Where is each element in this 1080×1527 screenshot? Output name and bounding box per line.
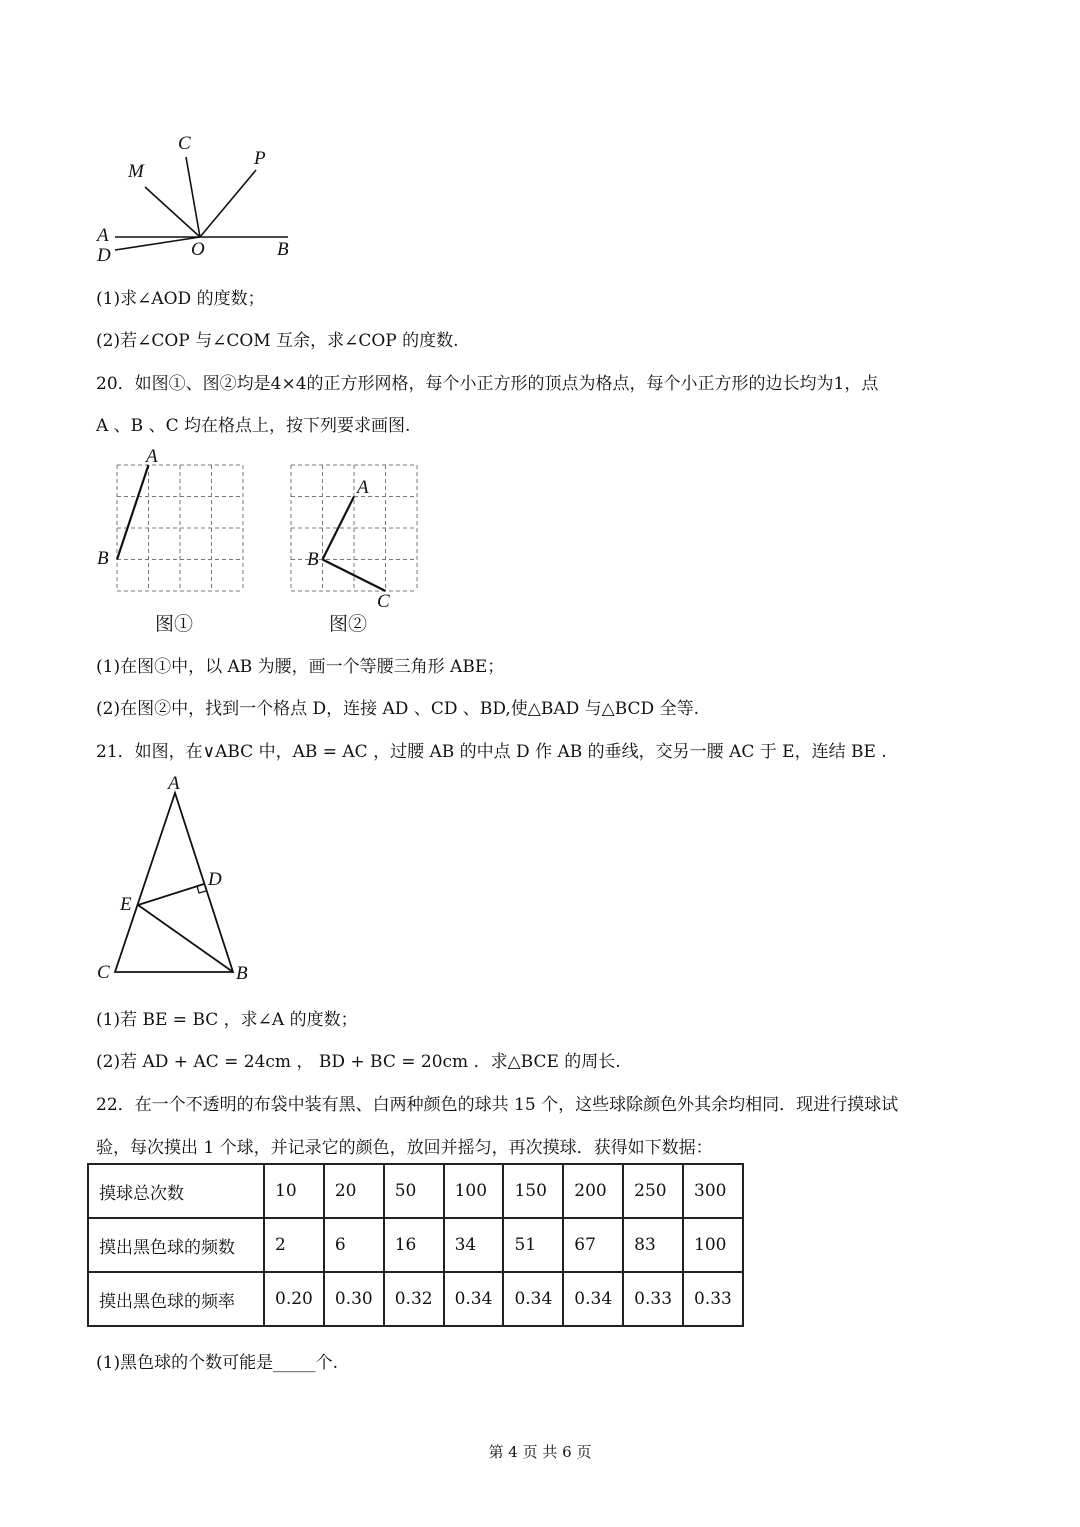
table-row-header: 摸出黑色球的频数 — [88, 1218, 264, 1272]
q21-part1: (1)若 BE = BC ，求∠A 的度数； — [96, 1010, 358, 1030]
table-cell: 250 — [623, 1164, 683, 1218]
label-point-m: M — [128, 161, 144, 182]
label-point-p: P — [254, 148, 266, 169]
q21-part2: (2)若 AD + AC = 24cm ， BD + BC = 20cm ．求△BCE 的周长. — [96, 1052, 621, 1072]
table-cell: 83 — [623, 1218, 683, 1272]
label-point-b: B — [277, 239, 289, 260]
table-cell: 0.30 — [324, 1272, 384, 1326]
label-point-c: C — [178, 133, 191, 154]
q21-line1: 21．如图，在∨ABC 中，AB = AC ，过腰 AB 的中点 D 作 AB 的垂线，交另一腰 AC 于 E，连结 BE . — [96, 742, 887, 762]
grid1-caption: 图① — [155, 613, 194, 635]
label-point-d: D — [97, 245, 111, 266]
grid2-label-c: C — [377, 591, 390, 612]
table-cell: 51 — [503, 1218, 563, 1272]
tri-label-c: C — [97, 962, 110, 983]
table-row — [88, 1218, 743, 1272]
table-cell: 0.20 — [264, 1272, 324, 1326]
grid2-label-a: A — [357, 477, 369, 498]
table-cell: 0.32 — [384, 1272, 444, 1326]
table-cell: 10 — [264, 1164, 324, 1218]
grid2-caption: 图② — [329, 613, 368, 635]
table-row-header: 摸出黑色球的频率 — [88, 1272, 264, 1326]
label-point-a: A — [97, 225, 109, 246]
table-cell: 2 — [264, 1218, 324, 1272]
table-cell: 16 — [384, 1218, 444, 1272]
grid1-label-a: A — [146, 446, 158, 467]
grid-figure-1-grid — [117, 465, 257, 605]
table-cell: 50 — [384, 1164, 444, 1218]
table-cell: 0.34 — [444, 1272, 504, 1326]
table-cell: 0.34 — [563, 1272, 623, 1326]
grid1-label-b: B — [97, 548, 109, 569]
table-cell: 100 — [683, 1218, 743, 1272]
table-cell: 67 — [563, 1218, 623, 1272]
q22-line2: 验，每次摸出 1 个球，并记录它的颜色，放回并摇匀，再次摸球．获得如下数据： — [96, 1138, 713, 1158]
figure-triangle-21-lines — [0, 0, 300, 300]
table-cell: 6 — [324, 1218, 384, 1272]
q22-line1: 22．在一个不透明的布袋中装有黑、白两种颜色的球共 15 个，这些球除颜色外其余均相同．现进行摸球试 — [96, 1095, 899, 1115]
q19-part1: (1)求∠AOD 的度数； — [96, 289, 265, 309]
tri-label-b: B — [236, 963, 248, 984]
q22-part1: (1)黑色球的个数可能是_____个. — [96, 1353, 338, 1373]
table-row-header: 摸球总次数 — [88, 1164, 264, 1218]
tri-label-a: A — [168, 773, 180, 794]
grid2-label-b: B — [307, 549, 319, 570]
table-cell: 0.33 — [683, 1272, 743, 1326]
label-point-o: O — [191, 239, 205, 260]
table-row — [88, 1272, 743, 1326]
q20-line2: A 、B 、C 均在格点上，按下列要求画图. — [96, 416, 411, 436]
table-cell: 100 — [444, 1164, 504, 1218]
q19-part2: (2)若∠COP 与∠COM 互余，求∠COP 的度数. — [96, 331, 459, 351]
q20-part1: (1)在图①中，以 AB 为腰，画一个等腰三角形 ABE； — [96, 657, 505, 677]
tri-label-e: E — [120, 894, 132, 915]
table-cell: 300 — [683, 1164, 743, 1218]
table-cell: 200 — [563, 1164, 623, 1218]
table-cell: 0.34 — [503, 1272, 563, 1326]
table-cell: 20 — [324, 1164, 384, 1218]
table-cell: 0.33 — [623, 1272, 683, 1326]
q20-line1: 20．如图①、图②均是4×4的正方形网格，每个小正方形的顶点为格点，每个小正方形的边长均为1，点 — [96, 374, 879, 394]
page-footer: 第 4 页 共 6 页 — [488, 1443, 592, 1461]
table-cell: 150 — [503, 1164, 563, 1218]
tri-label-d: D — [208, 869, 222, 890]
q20-part2: (2)在图②中，找到一个格点 D，连接 AD 、CD 、BD,使△BAD 与△BCD 全等. — [96, 699, 699, 719]
frequency-table — [87, 1163, 744, 1327]
table-row — [88, 1164, 743, 1218]
table-cell: 34 — [444, 1218, 504, 1272]
